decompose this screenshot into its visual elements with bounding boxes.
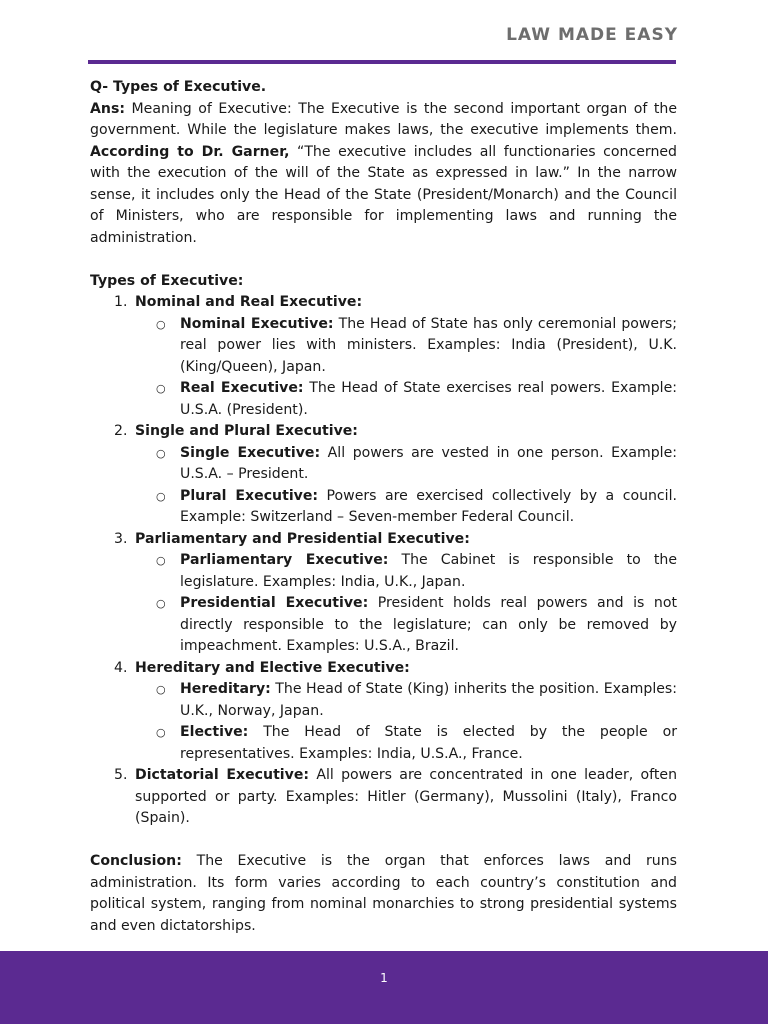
- garner-reference: According to Dr. Garner,: [90, 143, 290, 160]
- question-heading: Q- Types of Executive.: [90, 79, 267, 95]
- type-title: Nominal and Real Executive:: [135, 294, 363, 310]
- page-header-title: LAW MADE EASY: [506, 25, 678, 45]
- circle-bullet-icon: ○: [156, 446, 166, 460]
- types-heading: Types of Executive:: [90, 272, 244, 289]
- sub-item-label: Elective:: [180, 724, 249, 740]
- conclusion-text: The Executive is the organ that enforces laws and runs administration. Its form varies according to each country’s constitution and political system, ranging from nominal monarchies to strong presidential systems and even dictatorships.: [90, 853, 677, 934]
- sub-list-item: [90, 722, 677, 765]
- circle-bullet-icon: ○: [156, 683, 166, 696]
- sub-list-item: [90, 314, 677, 379]
- list-item: [90, 421, 677, 443]
- circle-bullet-icon: ○: [156, 382, 166, 395]
- sub-item-text: The Cabinet is responsible to the legislature. Examples: India, U.K., Japan.: [180, 552, 677, 590]
- sub-item-label: Real Executive:: [180, 380, 304, 396]
- document-body: [90, 77, 677, 937]
- sub-item-label: Hereditary:: [180, 681, 271, 697]
- sub-item-label: Nominal Executive:: [180, 315, 334, 332]
- sub-list-item: [90, 679, 677, 722]
- type-title: Single and Plural Executive:: [135, 423, 358, 439]
- list-number: 3.: [114, 530, 128, 547]
- header-divider: [88, 60, 676, 64]
- type-title: Parliamentary and Presidential Executive:: [135, 530, 470, 547]
- sub-item-label: Parliamentary Executive:: [180, 552, 389, 568]
- list-number: 2.: [114, 423, 128, 439]
- list-number: 1.: [114, 294, 128, 310]
- type-text: All powers are concentrated in one leader, often supported or party. Examples: Hitler (Germany), Mussolini (Italy), Franco (Spain).: [135, 767, 678, 826]
- sub-list-item: [90, 550, 677, 593]
- sub-item-text: The Head of State exercises real powers. Example: U.S.A. (President).: [180, 380, 677, 418]
- circle-bullet-icon: ○: [156, 317, 166, 331]
- conclusion-label: Conclusion:: [90, 853, 182, 869]
- answer-text-quote: “The executive includes all functionaries concerned with the execution of the will of the State as expressed in law.” In the narrow sense, it includes only the Head of the State (President/Monarch) and the Council of Ministers, who are responsible for implementing laws and running the administration.: [90, 143, 677, 246]
- circle-bullet-icon: ○: [156, 597, 166, 610]
- list-number: 4.: [114, 659, 128, 676]
- circle-bullet-icon: ○: [156, 489, 166, 503]
- sub-item-text: Powers are exercised collectively by a council. Example: Switzerland – Seven-member Federal Council.: [180, 487, 677, 525]
- answer-text: Meaning of Executive: The Executive is the second important organ of the government. While the legislature makes laws, the executive implements them.: [90, 100, 677, 138]
- sub-list-item: [90, 378, 677, 421]
- type-title: Hereditary and Elective Executive:: [135, 659, 410, 676]
- sub-item-text: The Head of State is elected by the people or representatives. Examples: India, U.S.A., France.: [180, 724, 677, 762]
- answer-label: Ans:: [90, 100, 125, 117]
- page-footer: [0, 951, 768, 1024]
- sub-item-text: President holds real powers and is not directly responsible to the legislature; can only be removed by impeachment. Examples: U.S.A., Brazil.: [180, 595, 677, 654]
- circle-bullet-icon: ○: [156, 554, 166, 567]
- list-item: [90, 529, 677, 551]
- list-item: [90, 292, 677, 314]
- conclusion-paragraph: [90, 851, 677, 937]
- sub-item-text: The Head of State (King) inherits the position. Examples: U.K., Norway, Japan.: [180, 681, 677, 719]
- list-item: [90, 765, 677, 830]
- page-number: 1: [380, 971, 388, 985]
- circle-bullet-icon: ○: [156, 726, 166, 739]
- list-number: 5.: [114, 767, 128, 783]
- sub-item-label: Single Executive:: [180, 444, 321, 461]
- list-item: [90, 658, 677, 680]
- sub-list-item: [90, 486, 677, 529]
- answer-paragraph: [90, 99, 677, 250]
- sub-item-text: All powers are vested in one person. Example: U.S.A. – President.: [180, 444, 678, 482]
- sub-item-label: Plural Executive:: [180, 487, 319, 504]
- type-title: Dictatorial Executive:: [135, 767, 310, 783]
- sub-item-text: The Head of State has only ceremonial powers; real power lies with ministers. Examples: India (President), U.K. (King/Queen), Japan.: [180, 315, 677, 375]
- sub-item-label: Presidential Executive:: [180, 595, 369, 611]
- sub-list-item: [90, 443, 677, 486]
- sub-list-item: [90, 593, 677, 658]
